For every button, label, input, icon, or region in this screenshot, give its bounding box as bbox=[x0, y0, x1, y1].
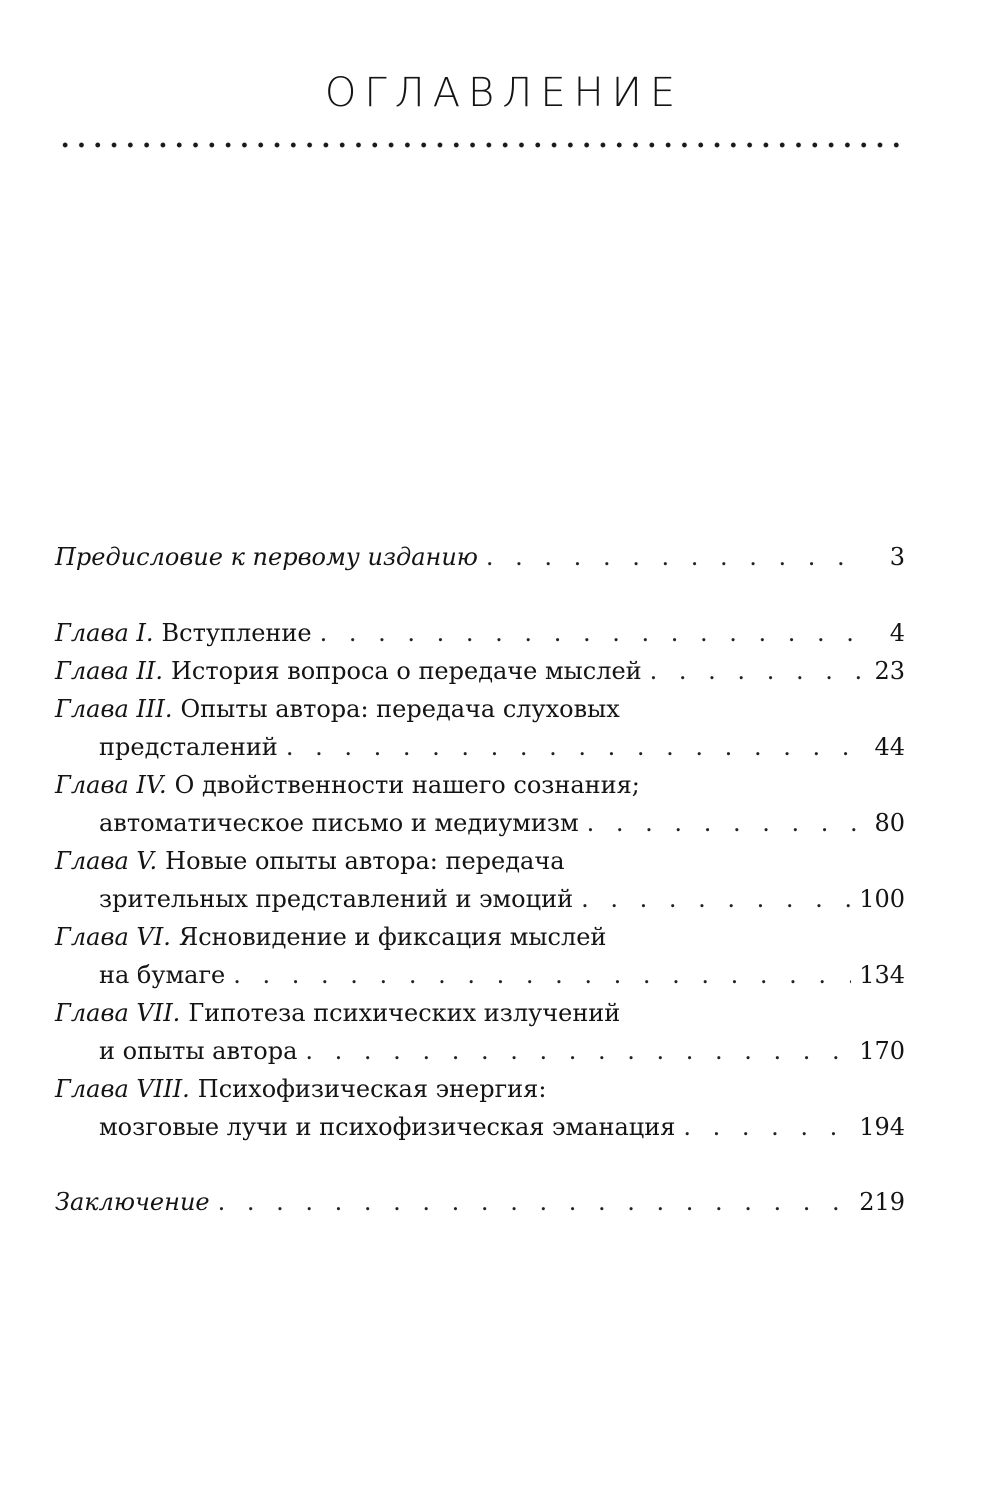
dot-leader bbox=[587, 804, 867, 842]
toc-page-number: 44 bbox=[874, 733, 905, 761]
toc-entry-title-cont: мозговые лучи и психофизическая эманация bbox=[99, 1113, 676, 1141]
toc-page-number: 23 bbox=[874, 657, 905, 685]
toc-page-number: 170 bbox=[859, 1037, 905, 1065]
chapter-number: Глава V. bbox=[55, 847, 158, 875]
toc-entry-chapter-4-cont[interactable] bbox=[55, 804, 905, 842]
chapter-number: Глава VIII. bbox=[55, 1075, 190, 1103]
toc-page-number: 194 bbox=[859, 1113, 905, 1141]
toc-entry-title: История вопроса о передаче мыслей bbox=[170, 657, 642, 685]
toc-entry-chapter-3[interactable] bbox=[55, 690, 905, 728]
toc-page-number: 3 bbox=[889, 543, 905, 571]
toc-entry-conclusion[interactable] bbox=[55, 1183, 905, 1221]
chapter-number: Глава IV. bbox=[55, 771, 167, 799]
toc-entry-title: Гипотеза психических излучений bbox=[188, 999, 621, 1027]
toc-entry-chapter-8-cont[interactable] bbox=[55, 1108, 905, 1146]
chapter-number: Глава VII. bbox=[55, 999, 181, 1027]
dot-leader bbox=[683, 1108, 851, 1146]
toc-page-number: 134 bbox=[859, 961, 905, 989]
toc-page-number: 80 bbox=[874, 809, 905, 837]
toc-entry-chapter-7-cont[interactable] bbox=[55, 1032, 905, 1070]
toc-entry-chapter-7[interactable] bbox=[55, 994, 905, 1032]
toc-entry-title-cont: и опыты автора bbox=[99, 1037, 298, 1065]
dot-leader bbox=[305, 1032, 851, 1070]
toc-entry-title: Ясновидение и фиксация мыслей bbox=[178, 923, 607, 951]
dot-leader bbox=[320, 614, 867, 652]
toc-entry-chapter-4[interactable] bbox=[55, 766, 905, 804]
toc-entry-chapter-5-cont[interactable] bbox=[55, 880, 905, 918]
dotted-divider bbox=[57, 140, 907, 150]
toc-entry-title-cont: автоматическое письмо и медиумизм bbox=[99, 809, 579, 837]
toc-page-number: 4 bbox=[889, 619, 905, 647]
toc-entry-title: Новые опыты автора: передача bbox=[165, 847, 565, 875]
chapter-number: Глава I. bbox=[55, 619, 154, 647]
dot-leader bbox=[486, 538, 867, 576]
chapter-number: Глава VI. bbox=[55, 923, 171, 951]
toc-page-number: 100 bbox=[859, 885, 905, 913]
toc-entry-title: О двойственности нашего сознания; bbox=[174, 771, 640, 799]
toc-entry-title: Вступление bbox=[161, 619, 312, 647]
toc-entry-title-cont: зрительных представлений и эмоций bbox=[99, 885, 574, 913]
toc-entry-chapter-1[interactable] bbox=[55, 614, 905, 652]
toc-entry-preface[interactable] bbox=[55, 538, 905, 576]
toc-entry-title: Заключение bbox=[55, 1188, 210, 1216]
dot-leader bbox=[233, 956, 851, 994]
chapter-number: Глава III. bbox=[55, 695, 173, 723]
toc-entry-chapter-6[interactable] bbox=[55, 918, 905, 956]
dot-leader bbox=[581, 880, 851, 918]
toc-entry-title-cont: на бумаге bbox=[99, 961, 226, 989]
toc-entry-title: Предисловие к первому изданию bbox=[55, 543, 478, 571]
toc-entry-chapter-6-cont[interactable] bbox=[55, 956, 905, 994]
toc-entry-title-cont: предсталений bbox=[99, 733, 278, 761]
toc-page-number: 219 bbox=[859, 1188, 905, 1216]
table-of-contents bbox=[55, 538, 905, 1221]
dot-leader bbox=[650, 652, 867, 690]
toc-entry-chapter-8[interactable] bbox=[55, 1070, 905, 1108]
toc-entry-title: Опыты автора: передача слуховых bbox=[180, 695, 620, 723]
chapter-number: Глава II. bbox=[55, 657, 163, 685]
dot-leader bbox=[286, 728, 867, 766]
page-title: ОГЛАВЛЕНИЕ bbox=[324, 70, 684, 116]
toc-entry-chapter-5[interactable] bbox=[55, 842, 905, 880]
toc-entry-title: Психофизическая энергия: bbox=[197, 1075, 547, 1103]
toc-entry-chapter-2[interactable] bbox=[55, 652, 905, 690]
toc-entry-chapter-3-cont[interactable] bbox=[55, 728, 905, 766]
dot-leader bbox=[218, 1183, 852, 1221]
